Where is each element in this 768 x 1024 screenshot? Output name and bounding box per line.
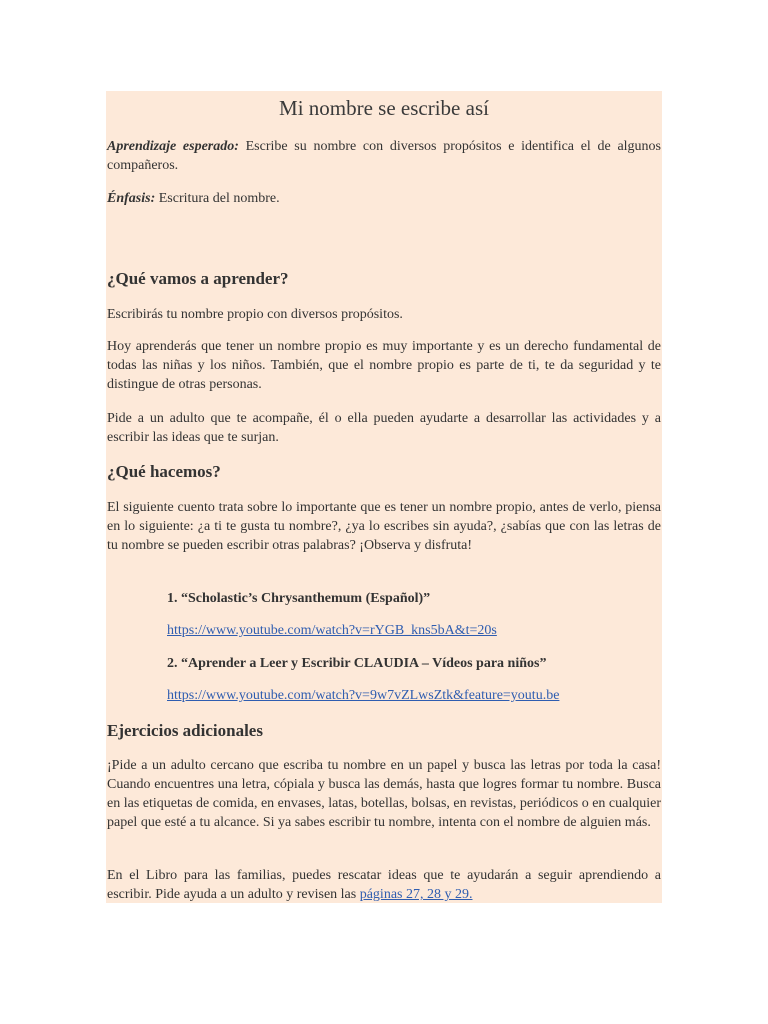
video-1-link-block (167, 621, 661, 640)
do-p1-block (107, 498, 661, 555)
do-heading: ¿Qué hacemos? (107, 462, 221, 481)
video-2-link[interactable]: https://www.youtube.com/watch?v=9w7vZLwsZtk&feature=youtu.be (167, 688, 560, 703)
learn-paragraph-1: Escribirás tu nombre propio con diversos propósitos. (107, 307, 403, 322)
learn-p1-block (107, 305, 661, 324)
video-1-title-block (167, 589, 661, 608)
aprendizaje-text: Escribe su nombre con diversos propósitos e identifica el de algunos compañeros. (107, 139, 661, 173)
do-paragraph-1: El siguiente cuento trata sobre lo importante que es tener un nombre propio, antes de verlo, piensa en lo siguiente: ¿a ti te gusta tu nombre?, ¿ya lo escribes sin ayuda?, ¿sabías que con las letras de tu nombre se pueden escribir otras palabras? ¡Observa y disfruta! (107, 500, 661, 553)
document-page (106, 91, 662, 903)
aprendizaje-label: Aprendizaje esperado: (107, 139, 239, 154)
pages-link[interactable]: páginas 27, 28 y 29. (359, 887, 473, 902)
video-2-title: 2. “Aprender a Leer y Escribir CLAUDIA – Vídeos para niños” (167, 656, 547, 671)
learn-heading: ¿Qué vamos a aprender? (107, 269, 289, 288)
enfasis-paragraph (107, 189, 661, 208)
video-2-link-block (167, 686, 661, 705)
extra-p2-block (107, 866, 661, 904)
extra-p1-block (107, 756, 661, 832)
enfasis-label: Énfasis: (107, 191, 156, 206)
learn-paragraph-2: Hoy aprenderás que tener un nombre propio es muy importante y es un derecho fundamental de todas las niñas y los niños. También, que el nombre propio es parte de ti, te da seguridad y te distingue de otras personas. (107, 339, 661, 392)
do-heading-block (107, 461, 661, 483)
title-block (107, 91, 661, 122)
video-1-link[interactable]: https://www.youtube.com/watch?v=rYGB_kns5bA&t=20s (167, 623, 497, 638)
learn-p3-block (107, 409, 661, 447)
extra-heading-block (107, 720, 661, 742)
video-1-title: 1. “Scholastic’s Chrysanthemum (Español)” (167, 591, 431, 606)
learn-p2-block (107, 337, 661, 394)
learn-paragraph-3: Pide a un adulto que te acompañe, él o ella pueden ayudarte a desarrollar las actividades y a escribir las ideas que te surjan. (107, 411, 661, 445)
extra-heading: Ejercicios adicionales (107, 721, 263, 740)
extra-paragraph-2-text: En el Libro para las familias, puedes rescatar ideas que te ayudarán a seguir aprendiendo a escribir. Pide ayuda a un adulto y revisen las (107, 868, 661, 902)
aprendizaje-paragraph (107, 137, 661, 175)
page-title: Mi nombre se escribe así (279, 96, 489, 120)
video-2-title-block (167, 654, 661, 673)
extra-paragraph-1: ¡Pide a un adulto cercano que escriba tu nombre en un papel y busca las letras por toda la casa! Cuando encuentres una letra, cópiala y busca las demás, hasta que logres formar tu nombre. Busca en las etiquetas de comida, en envases, latas, botellas, bolsas, en revistas, periódicos o en cualquier papel que esté a tu alcance. Si ya sabes escribir tu nombre, intenta con el nombre de alguien más. (107, 758, 661, 830)
enfasis-text: Escritura del nombre. (155, 191, 280, 206)
learn-heading-block (107, 268, 661, 290)
